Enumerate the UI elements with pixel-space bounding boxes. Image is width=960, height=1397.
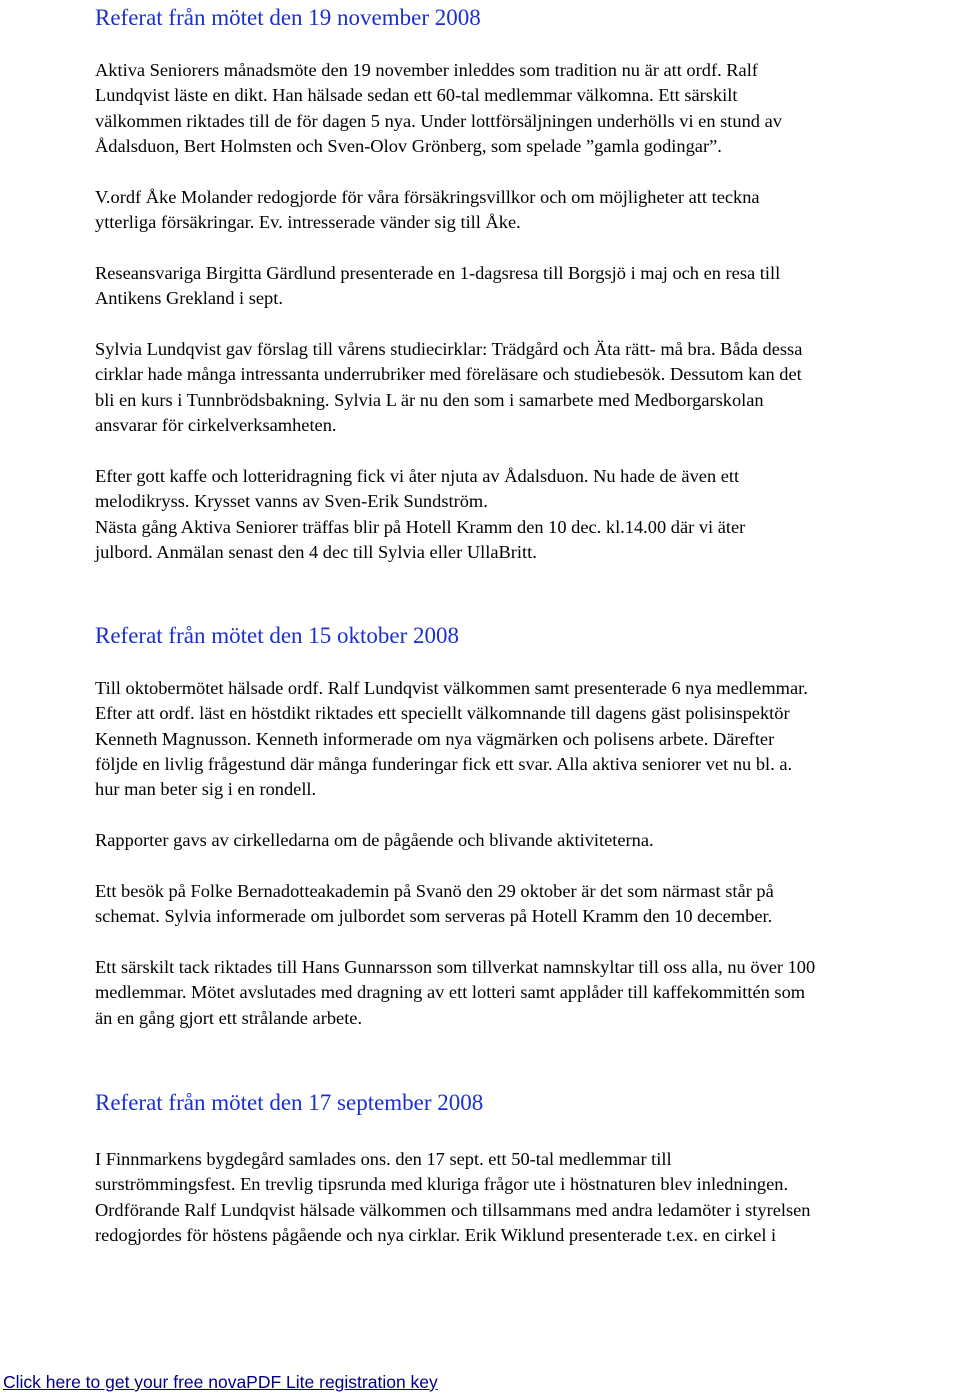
paragraph: Efter gott kaffe och lotteridragning fick vi åter njuta av Ådalsduon. Nu hade de även ett melodikryss. Krysset vanns av Sven-Erik Sundström. Nästa gång Aktiva Seniorer träffas blir på Hotell Kramm den 10 dec. kl.14.00 där vi äter julbord. Anmälan senast den 4 dec till Sylvia eller UllaBritt. <box>95 466 746 562</box>
paragraph: Aktiva Seniorers månadsmöte den 19 november inleddes som tradition nu är att ordf. Ralf Lundqvist läste en dikt. Han hälsade sedan ett 60-tal medlemmar välkomna. Ett särskilt välkommen riktades till de för dagen 5 nya. Under lottförsäljningen underhölls vi en stund av Ådalsduon, Bert Holmsten och Sven-Olov Grönberg, som spelade ”gamla godingar”. <box>95 60 782 156</box>
paragraph: Reseansvariga Birgitta Gärdlund presenterade en 1-dagsresa till Borgsjö i maj och en resa till Antikens Grekland i sept. <box>95 263 781 309</box>
novapdf-registration-link[interactable]: Click here to get your free novaPDF Lite registration key <box>3 1372 438 1392</box>
paragraph: Rapporter gavs av cirkelledarna om de pågående och blivande aktiviteterna. <box>95 830 654 850</box>
paragraph: Ett besök på Folke Bernadotteakademin på Svanö den 29 oktober är det som närmast står på schemat. Sylvia informerade om julbordet som serveras på Hotell Kramm den 10 december. <box>95 881 774 927</box>
paragraph: Ett särskilt tack riktades till Hans Gunnarsson som tillverkat namnskyltar till oss alla, nu över 100 medlemmar. Mötet avslutades med dragning av ett lotteri samt applåder till kaffekommittén som än en gång gjort ett strålande arbete. <box>95 957 816 1028</box>
paragraph: Till oktobermötet hälsade ordf. Ralf Lundqvist välkommen samt presenterade 6 nya medlemmar. Efter att ordf. läst en höstdikt riktades ett speciellt välkomnande till dagens gäst polisinspektör Kenneth Magnusson. Kenneth informerade om nya vägmärken och polisens arbete. Därefter följde en livlig frågestund där många funderingar fick ett svar. Alla aktiva seniorer vet nu bl. a. hur man beter sig i en rondell. <box>95 678 808 800</box>
paragraph: Sylvia Lundqvist gav förslag till vårens studiecirklar: Trädgård och Äta rätt- må bra. Båda dessa cirklar hade många intressanta underrubriker med föreläsare och studiebesök. Dessutom kan det bli en kurs i Tunnbrödsbakning. Sylvia L är nu den som i samarbete med Medborgarskolan ansvarar för cirkelverksamheten. <box>95 339 803 435</box>
paragraph: V.ordf Åke Molander redogjorde för våra försäkringsvillkor och om möjligheter att teckna ytterliga försäkringar. Ev. intresserade vänder sig till Åke. <box>95 187 760 233</box>
section-title: Referat från mötet den 15 oktober 2008 <box>95 623 460 648</box>
section-title: Referat från mötet den 19 november 2008 <box>95 5 481 30</box>
section-title: Referat från mötet den 17 september 2008 <box>95 1090 484 1115</box>
paragraph: I Finnmarkens bygdegård samlades ons. den 17 sept. ett 50-tal medlemmar till surströmmingsfest. En trevlig tipsrunda med kluriga frågor ute i höstnaturen blev inledningen. Ordförande Ralf Lundqvist hälsade välkommen och tillsammans med andra ledamöter i styrelsen redogjordes för höstens pågående och nya cirklar. Erik Wiklund presenterade t.ex. en cirkel i <box>95 1149 811 1245</box>
